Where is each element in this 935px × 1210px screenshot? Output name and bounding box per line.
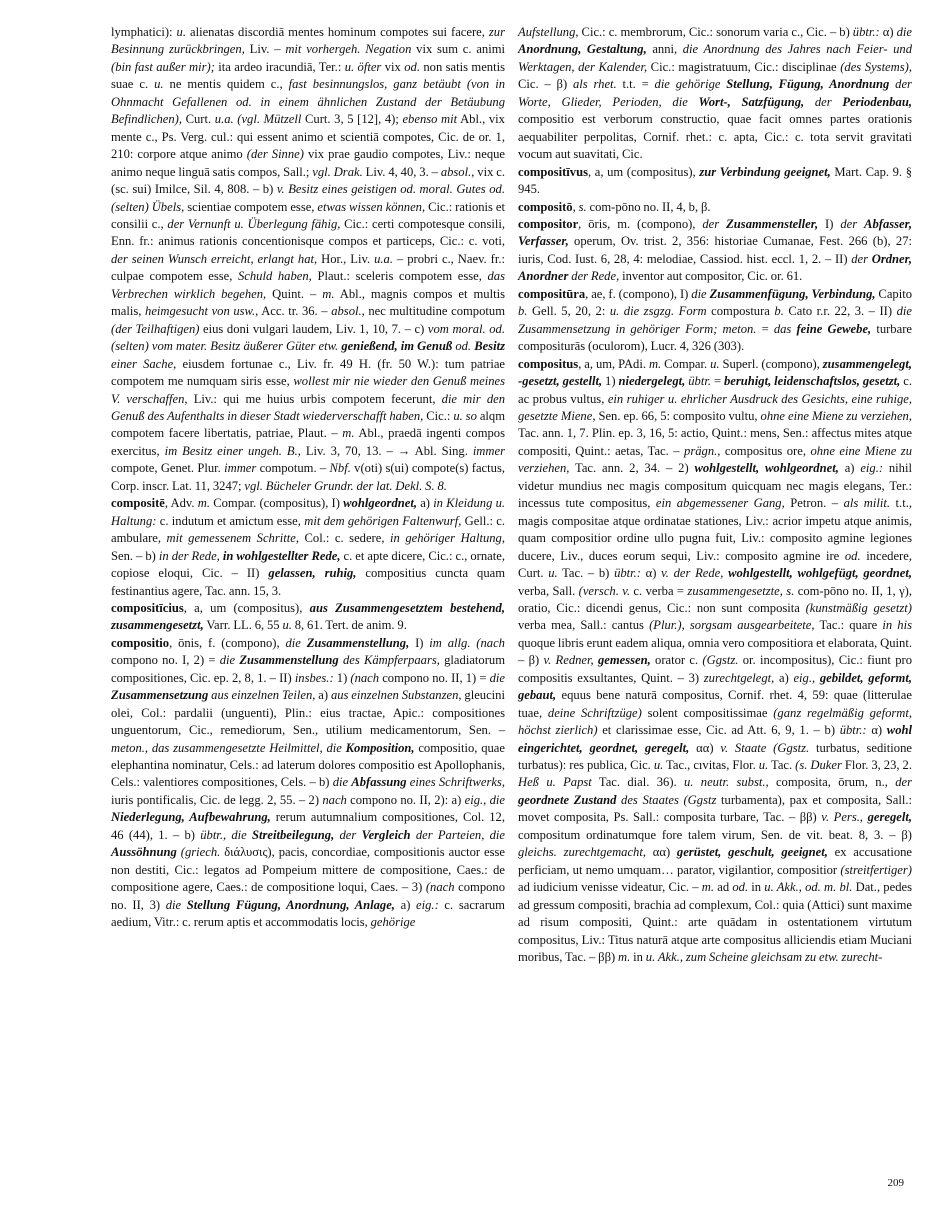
page-number: 209 bbox=[887, 1177, 904, 1189]
left-column bbox=[111, 24, 505, 932]
left-column-text: lymphatici): u. alienatas discordiā mentes hominum compotes sui facere, zur Besinnung zurückbringen, Liv. – mit vorhergeh. Negation vix sum c. animi (bin fast außer mir); ita ardeo iracundiā, Ter.: u. öfter vix od. non satis mentis suae c. u. ne mentis quidem c., fast besinnungslos, ganz betäubt (von in Ohnmacht Gefallenen od. in einem ähnlichen Zustand der Betäubung Befindlichen), Curt. u.a. (vgl. Mützell Curt. 3, 5 [12], 4); ebenso mit Abl., vix mente c., Ps. Verg. cul.: qui essent animo et scientiā compotes, Cic. de or. 1, 210: corpore atque animo (der Sinne) vix prae gaudio compotes, Liv.: neque animo neque linguā satis compos, Sall.; vgl. Drak. Liv. 4, 40, 3. – absol., vix c. (sc. sui) Imilce, Sil. 4, 808. – b) v. Besitz eines geistigen od. moral. Gutes od. (selten) Übels, scientiae compotem esse, etwas wissen können, Cic.: rationis et consilii c., der Vernunft u. Überlegung fähig, Cic.: certi compotesque consili, Enn. fr.: animus rationis concentionisque compos et particeps, Cic.: c. voti, der seinen Wunsch erreicht, erlangt hat, Hor., Liv. u.a. – probri c., Naev. fr.: culpae compotem esse, Schuld haben, Plaut.: sceleris compotem esse, das Verbrechen wirklich begehen, Quint. – m. Abl., magnis compos et multis malis, heimgesucht von usw., Acc. tr. 36. – absol., nec multitudine compotum (der Teilhaftigen) eius doni vulgari laudem, Liv. 1, 10, 7. – c) vom moral. od. (selten) vom mater. Besitz äußerer Güter etw. genießend, im Genuß od. Besitz einer Sache, eiusdem fortunae c., Liv. fr. 49 H. (fr. 50 W.): tum patriae compotem me numquam siris esse, wollest mir nie wieder den Genuß meines V. verschaffen, Liv.: qui me huius urbis compotem fecerunt, die mir den Genuß des Aufenthalts in dieser Stadt wiederverschafft haben, Cic.: u. so alqm compotem facere libertatis, patriae, Plaut. – m. Abl., praedā ingenti compos exercitus, im Besitz einer ungeh. B., Liv. 3, 70, 13. – → Abl. Sing. immer compote, Genet. Plur. immer compotum. – Nbf. v(oti) s(ui) compote(s) factus, Corp. inscr. Lat. 11, 3247; vgl. Bücheler Grundr. der lat. Dekl. S. 8. compositē, Adv. m. Compar. (compositus), I) wohlgeordnet, a) in Kleidung u. Haltung: c. indutum et amictum esse, mit dem gehörigen Faltenwurf, Gell.: c. ambulare, mit gemessenem Schritte, Col.: c. sedere, in gehöriger Haltung, Sen. – b) in der Rede, in wohlgestellter Rede, c. et apte dicere, Cic.: c., ornate, copiose eloqui, Cic. – II) gelassen, ruhig, compositius cuncta quam festinantius agere, Tac. ann. 15, 3. compositīcius, a, um (compositus), aus Zusammengesetztem bestehend, zusammengesetzt, Varr. LL. 6, 55 u. 8, 61. Tert. de anim. 9. compositio, ōnis, f. (compono), die Zusammenstellung, I) im allg. (nach compono no. I, 2) = die Zusammenstellung des Kämpferpaars, gladiatorum compositiones, Cic. ep. 2, 8, 1. – II) insbes.: 1) (nach compono no. II, 1) = die Zusammensetzung aus einzelnen Teilen, a) aus einzelnen Substanzen, gleucini olei, Col.: pardalii (unguenti), Plin.: eius tractae, Apic.: compositiones unguentorum, Cic., remediorum, Sen., utilium medicamentorum, Sen. – meton., das zusammengesetzte Heilmittel, die Komposition, compositio, quae elephantina nominatur, Cels.: ad laterum dolores compositio est Apollophanis, Cels.: valentiores compositiones, Cels. – b) die Abfassung eines Schriftwerks, iuris pontificalis, Cic. de legg. 2, 55. – 2) nach compono no. II, 2): a) eig., die Niederlegung, Aufbewahrung, rerum autumnalium compositiones, Col. 12, 46 (44), 1. – b) übtr., die Streitbeilegung, der Vergleich der Parteien, die Aussöhnung (griech. διάλυσις), pacis, concordiae, compositionis auctor esse non destiti, Cic.: legatos ad Pompeium mittere de compositione, Caes.: de compositione agere, Caes.: de compositione loqui, Caes. – 3) (nach compono no. II, 3) die Stellung Fügung, Anordnung, Anlage, a) eig.: c. sacrarum aedium, Vitr.: c. rerum aptis et accommodatis locis, gehörige bbox=[111, 25, 506, 930]
right-column-text: Aufstellung, Cic.: c. membrorum, Cic.: sonorum varia c., Cic. – b) übtr.: α) die Anordnung, Gestaltung, anni, die Anordnung des Jahres nach Feier- und Werktagen, der Kalender, Cic.: magistratuum, Cic.: disciplinae (des Systems), Cic. – β) als rhet. t.t. = die gehörige Stellung, Fügung, Anordnung der Worte, Glieder, Perioden, die Wort-, Satzfügung, der Periodenbau, compositio est verborum constructio, quae facit omnes partes orationis aequabiliter perpolitas, Cornif. rhet.: c. apta, Cic.: c. tota servit gravitati vocum aut suavitati, Cic. compositīvus, a, um (compositus), zur Verbindung geeignet, Mart. Cap. 9. § 945. compositō, s. com-pōno no. II, 4, b, β. compositor, ōris, m. (compono), der Zusammensteller, I) der Abfasser, Verfasser, operum, Ov. trist. 2, 356: historiae Cumanae, Fest. 266 (b), 27: iuris, Cod. Iust. 6, 28, 4: melodiae, Cassiod. hist. eccl. 1, 2. – II) der Ordner, Anordner der Rede, inventor aut compositor, Cic. or. 61. compositūra, ae, f. (compono), I) die Zusammenfügung, Verbindung, Capito b. Gell. 5, 20, 2: u. die zsgzg. Form compostura b. Cato r.r. 22, 3. – II) die Zusammensetzung in gehöriger Form; meton. = das feine Gewebe, turbare compositurās (oculorom), Lucr. 4, 326 (303). compositus, a, um, PAdi. m. Compar. u. Superl. (compono), zusammengelegt, -gesetzt, gestellt, 1) niedergelegt, übtr. = beruhigt, leidenschaftslos, gesetzt, c. ac probus vultus, ein ruhiger u. ehrlicher Ausdruck des Gesichts, eine ruhige, gesetzte Miene, Sen. ep. 66, 5: composito vultu, ohne eine Miene zu verziehen, Tac. ann. 1, 7. Plin. ep. 3, 16, 5: actio, Quint.: mens, Sen.: affectus mites atque compositi, Quint.: aetas, Tac. – prägn., compositus ore, ohne eine Miene zu verziehen, Tac. ann. 2, 34. – 2) wohlgestellt, wohlgeordnet, a) eig.: nihil videtur mundius nec magis compositum quicquam nec magis elegans, Ter.: incessus tute compositus, ein abgemessener Gang, Petron. – als milit. t.t., magis compositae atque ordinatae stationes, Liv.: acrior impetu atque animis, quam compositior ordine ullo pugna fuit, Liv.: composito agmine legiones ducere, Liv., duces eorum sequi, Liv.: composito agmine ire od. incedere, Curt. u. Tac. – b) übtr.: α) v. der Rede, wohlgestellt, wohlgefügt, geordnet, verba, Sall. (versch. v. c. verba = zusammengesetzte, s. com-pōno no. II, 1, γ), oratio, Cic.: dicendi genus, Cic.: non sunt composita (kunstmäßig gesetzt) verba mea, Sall.: cantus (Plur.), sorgsam ausgearbeitete, Tac.: quare in his quoque libris erunt eadem aliqua, omnia vero compositiora et elaborata, Quint. – β) v. Redner, gemessen, orator c. (Ggstz. or. incompositus), Cic.: fiunt pro compositis exsultantes, Quint. – 3) zurechtgelegt, a) eig., gebildet, geformt, gebaut, equus bene naturā compositus, Cornif. rhet. 4, 59: quae (litterulae tuae, deine Schriftzüge) solent compositissimae (ganz regelmäßig geformt, höchst zierlich) et clarissimae esse, Cic. ad Att. 6, 9, 1. – b) übtr.: α) wohl eingerichtet, geordnet, geregelt, αα) v. Staate (Ggstz. turbatus, seditione turbatus): res publica, Cic. u. Tac., cıvitas, Flor. u. Tac. (s. Duker Flor. 3, 23, 2. Heß u. Papst Tac. dial. 36). u. neutr. subst., composita, ōrum, n., der geordnete Zustand des Staates (Ggstz turbamenta), pax et composita, Sall.: movet composita, Ps. Sall.: composita turbare, Tac. – ββ) v. Pers., geregelt, compositum ordinatumque fore talem virum, Sen. de vit. beat. 8, 3. – β) gleichs. zurechtgemacht, αα) gerüstet, geschult, geeignet, ex accusatione perficiam, ut nemo umquam… parator, vigilantior, compositior (streitfertiger) ad iudicium venisse videatur, Cic. – m. ad od. in u. Akk., od. m. bl. Dat., pedes ad gressum compositi, brachia ad complexum, Col.: quia (Attici) sunt maxime ad risum compositi, Quint.: arte quādam in ostentationem virtutum compositus, Liv.: Titus naturā atque arte compositus alliciendis etiam Muciani moribus, Tac. – ββ) m. in u. Akk., zum Scheine gleichsam zu etw. zurecht- bbox=[518, 25, 913, 965]
right-column bbox=[518, 24, 912, 966]
